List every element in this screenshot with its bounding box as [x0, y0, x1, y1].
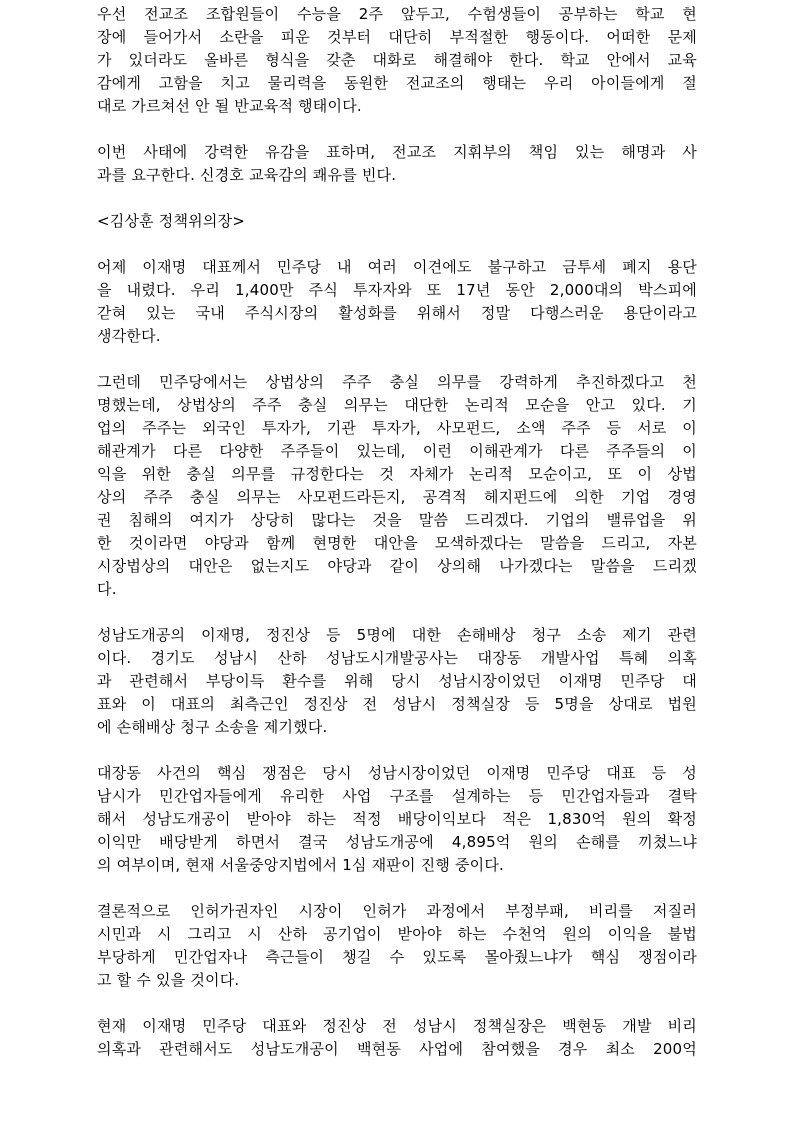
paragraph-gap — [97, 739, 697, 762]
text-line: 과 관련해서 부당이득 환수를 위해 당시 성남시장이었던 이재명 민주당 대 — [97, 672, 697, 690]
text-line: 해서 성남도개공이 받아야 하는 적정 배당이익보다 적은 1,830억 원의 확정 — [97, 810, 697, 828]
text-line: 업의 주주는 외국인 투자가, 기관 투자가, 사모펀드, 소액 주주 등 서로 이 — [97, 419, 697, 437]
text-line: 이익만 배당받게 하면서 결국 성남도개공에 4,895억 원의 손해를 끼쳤느냐 — [97, 833, 697, 851]
paragraph — [97, 371, 697, 601]
paragraph-gap — [97, 992, 697, 1015]
text-line: 어제 이재명 대표께서 민주당 내 여러 이견에도 불구하고 금투세 폐지 용단 — [97, 258, 697, 276]
text-line: 을 내렸다. 우리 1,400만 주식 투자자와 또 17년 동안 2,000대의 박스피에 — [97, 281, 697, 299]
paragraph — [97, 3, 697, 118]
text-line: 현재 이재명 민주당 대표와 정진상 전 성남시 정책실장은 백현동 개발 비리 — [97, 1017, 697, 1035]
text-line: 남시가 민간업자들에게 유리한 사업 구조를 설계하는 등 민간업자들과 결탁 — [97, 787, 697, 805]
paragraph — [97, 762, 697, 877]
text-line: 이번 사태에 강력한 유감을 표하며, 전교조 지휘부의 책임 있는 해명과 사 — [97, 143, 697, 161]
text-line: 부당하게 민간업자나 측근들이 챙길 수 있도록 몰아줬느냐가 핵심 쟁점이라 — [97, 948, 697, 966]
paragraph-gap — [97, 348, 697, 371]
paragraph — [97, 141, 697, 187]
paragraph — [97, 1015, 697, 1061]
text-line: 의혹과 관련해서도 성남도개공이 백현동 사업에 참여했을 경우 최소 200억 — [97, 1040, 697, 1058]
paragraph-gap — [97, 187, 697, 210]
text-line: 다. — [97, 580, 117, 598]
text-line: 시장법상의 대안은 없는지도 야당과 같이 상의해 나가겠다는 말씀을 드리겠 — [97, 557, 697, 575]
text-line: 장에 들어가서 소란을 피운 것부터 대단히 부적절한 행동이다. 어떠한 문제 — [97, 28, 697, 46]
text-line: 그런데 민주당에서는 상법상의 주주 충실 의무를 강력하게 추진하겠다고 천 — [97, 373, 697, 391]
paragraph — [97, 624, 697, 739]
text-line: 갇혀 있는 국내 주식시장의 활성화를 위해서 정말 다행스러운 용단이라고 — [97, 304, 697, 322]
paragraph — [97, 210, 697, 233]
text-line: 상의 주주 충실 의무는 사모펀드라든지, 공격적 헤지펀드에 의한 기업 경영 — [97, 488, 697, 506]
text-line: 에 손해배상 청구 소송을 제기했다. — [97, 718, 328, 736]
text-line: <김상훈 정책위의장> — [97, 212, 246, 230]
text-line: 한 것이라면 야당과 함께 현명한 대안을 모색하겠다는 말씀을 드리고, 자본 — [97, 534, 697, 552]
text-line: 이다. 경기도 성남시 산하 성남도시개발공사는 대장동 개발사업 특혜 의혹 — [97, 649, 697, 667]
text-line: 가 있더라도 올바른 형식을 갖춘 대화로 해결해야 한다. 학교 안에서 교육 — [97, 51, 697, 69]
text-line: 고 할 수 있을 것이다. — [97, 971, 240, 989]
text-line: 성남도개공의 이재명, 정진상 등 5명에 대한 손해배상 청구 소송 제기 관련 — [97, 626, 697, 644]
paragraph — [97, 256, 697, 348]
text-line: 명했는데, 상법상의 주주 충실 의무는 대단한 논리적 모순을 안고 있다. 기 — [97, 396, 697, 414]
document-body — [97, 0, 697, 1061]
text-line: 결론적으로 인허가권자인 시장이 인허가 과정에서 부정부패, 비리를 저질러 — [97, 902, 697, 920]
text-line: 의 여부이며, 현재 서울중앙지법에서 1심 재판이 진행 중이다. — [97, 856, 505, 874]
text-line: 권 침해의 여지가 상당히 많다는 것을 말씀 드리겠다. 기업의 밸류업을 위 — [97, 511, 697, 529]
paragraph-gap — [97, 233, 697, 256]
text-line: 해관계가 다른 다양한 주주들이 있는데, 이런 이해관계가 다른 주주들의 이 — [97, 442, 697, 460]
text-line: 우선 전교조 조합원들이 수능을 2주 앞두고, 수험생들이 공부하는 학교 현 — [97, 5, 697, 23]
text-line: 익을 위한 충실 의무를 규정한다는 것 자체가 논리적 모순이고, 또 이 상법 — [97, 465, 697, 483]
document-page — [97, 0, 697, 1061]
text-line: 감에게 고함을 치고 물리력을 동원한 전교조의 행태는 우리 아이들에게 절 — [97, 74, 697, 92]
paragraph — [97, 900, 697, 992]
text-line: 대로 가르쳐선 안 될 반교육적 행태이다. — [97, 97, 362, 115]
paragraph-gap — [97, 601, 697, 624]
text-line: 표와 이 대표의 최측근인 정진상 전 성남시 정책실장 등 5명을 상대로 법원 — [97, 695, 697, 713]
text-line: 과를 요구한다. 신경호 교육감의 쾌유를 빈다. — [97, 166, 397, 184]
text-line: 생각한다. — [97, 327, 161, 345]
text-line: 대장동 사건의 핵심 쟁점은 당시 성남시장이었던 이재명 민주당 대표 등 성 — [97, 764, 697, 782]
paragraph-gap — [97, 118, 697, 141]
paragraph-gap — [97, 877, 697, 900]
text-line: 시민과 시 그리고 시 산하 공기업이 받아야 하는 수천억 원의 이익을 불법 — [97, 925, 697, 943]
